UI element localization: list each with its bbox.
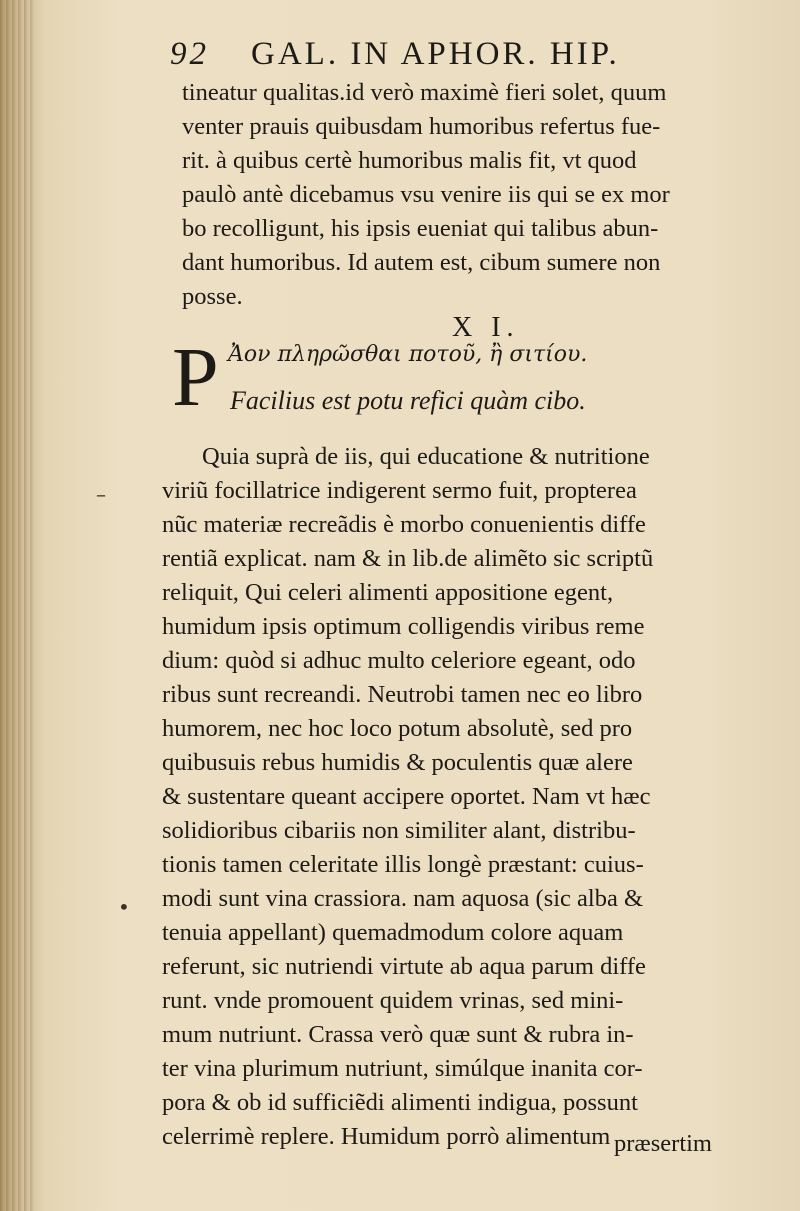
text-line: dant humoribus. Id autem est, cibum sumere non: [182, 249, 661, 276]
text-line: ter vina plurimum nutriunt, simúlque inanita cor-: [162, 1055, 643, 1082]
aphorism-latin: Facilius est potu refici quàm cibo.: [230, 386, 586, 415]
catchword: præsertim: [614, 1130, 712, 1157]
text-line: quibusuis rebus humidis & poculentis quæ alere: [162, 749, 633, 776]
text-line: tenuia appellant) quemadmodum colore aquam: [162, 919, 624, 946]
text-line: solidioribus cibariis non similiter alant, distribu-: [162, 817, 636, 844]
text-line: humorem, nec hoc loco potum absolutè, sed pro: [162, 715, 633, 742]
aphorism-greek: Ἀον πληρῶσθαι ποτοῦ, ἢ σιτίου.: [228, 342, 588, 367]
text-line: rit. à quibus certè humoribus malis fit, vt quod: [182, 147, 637, 174]
drop-cap: P: [172, 331, 219, 424]
page-number: 92: [170, 36, 209, 72]
binding-gutter: [0, 0, 34, 1211]
text-line: referunt, sic nutriendi virtute ab aqua parum diffe: [162, 953, 646, 980]
text-line: nũc materiæ recreãdis è morbo conuenientis diffe: [162, 511, 646, 538]
text-line: venter prauis quibusdam humoribus refertus fue-: [182, 113, 661, 140]
text-line: tionis tamen celeritate illis longè præstant: cuius-: [162, 851, 644, 878]
text-line: modi sunt vina crassiora. nam aquosa (sic alba &: [162, 885, 644, 912]
text-line: tineatur qualitas.id verò maximè fieri solet, quum: [182, 79, 667, 106]
text-line: runt. vnde promouent quidem vrinas, sed mini-: [162, 987, 624, 1014]
commentary-text: [162, 440, 762, 1154]
running-header: [170, 36, 730, 73]
text-line: paulò antè dicebamus vsu venire iis qui se ex mor: [182, 181, 670, 208]
text-line: & sustentare queant accipere oportet. Nam vt hæc: [162, 783, 651, 810]
text-line: reliquit, Qui celeri alimenti appositione egent,: [162, 579, 614, 606]
section-number: X I.: [452, 312, 520, 343]
margin-dash-mark: –: [96, 482, 106, 506]
running-title: GAL. IN APHOR. HIP.: [251, 36, 620, 72]
continuation-text: [182, 76, 772, 314]
text-line: mum nutriunt. Crassa verò quæ sunt & rubra in-: [162, 1021, 634, 1048]
text-line: dium: quòd si adhuc multo celeriore egeant, odo: [162, 647, 636, 674]
text-line: humidum ipsis optimum colligendis viribus reme: [162, 613, 645, 640]
text-line: posse.: [182, 283, 243, 310]
margin-bullet-mark: •: [118, 895, 130, 919]
text-line: pora & ob id sufficiẽdi alimenti indigua, possunt: [162, 1089, 638, 1116]
text-line: bo recolligunt, his ipsis eueniat qui talibus abun-: [182, 215, 659, 242]
text-line: viriũ focillatrice indigerent sermo fuit, propterea: [162, 477, 637, 504]
text-line: ribus sunt recreandi. Neutrobi tamen nec eo libro: [162, 681, 643, 708]
text-line: celerrimè replere. Humidum porrò alimentum: [162, 1123, 611, 1150]
text-line: Quia suprà de iis, qui educatione & nutritione: [202, 443, 650, 470]
text-line: rentiã explicat. nam & in lib.de alimẽto sic scriptũ: [162, 545, 654, 572]
